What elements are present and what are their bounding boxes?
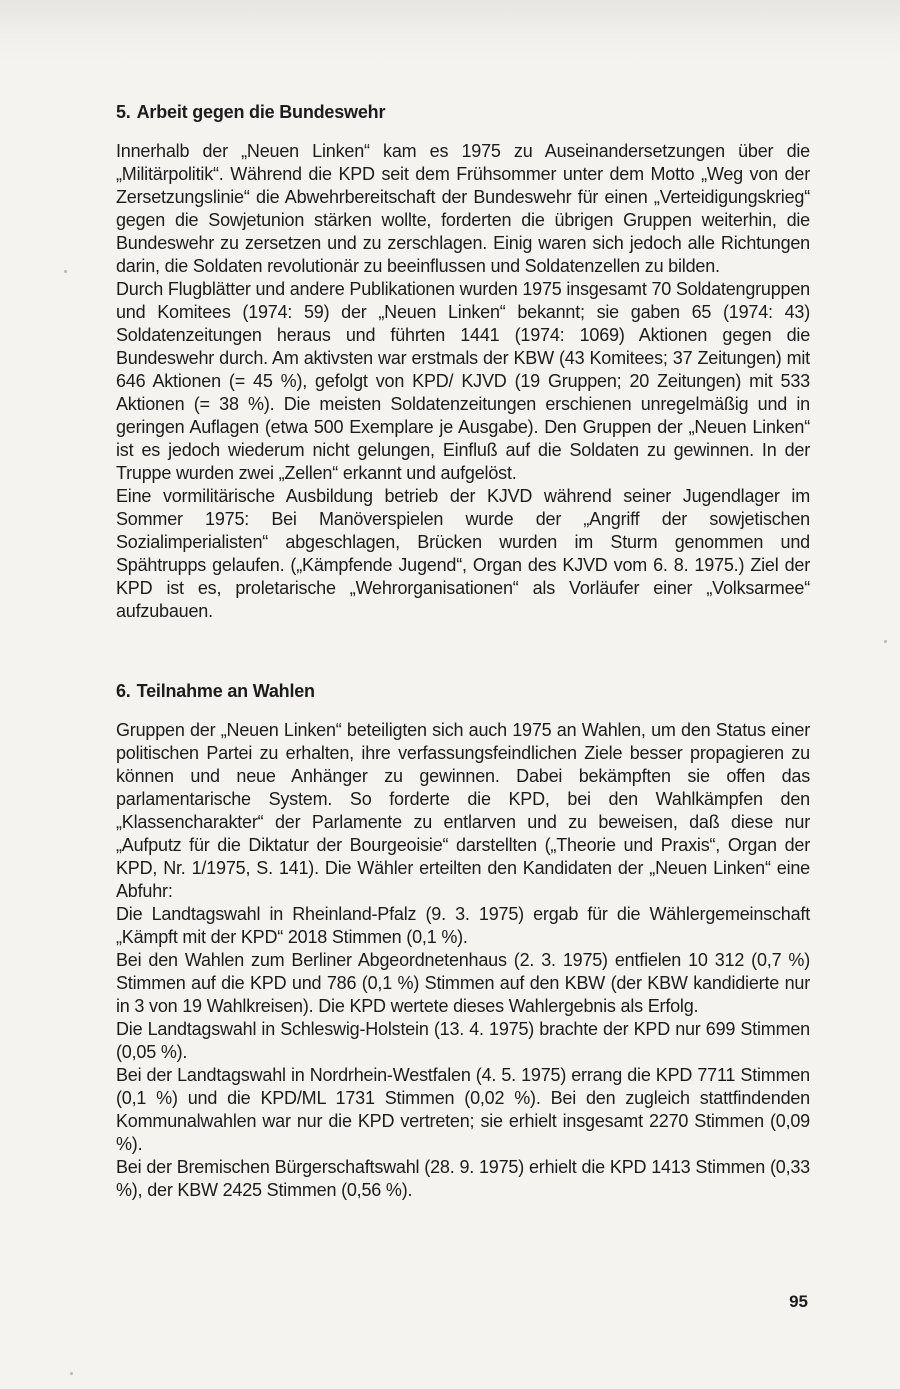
paragraph: Bei den Wahlen zum Berliner Abgeordnetenhaus (2. 3. 1975) entfielen 10 312 (0,7 %) Stimmen auf die KPD und 786 (0,1 %) Stimmen auf den KBW (der KBW kandidierte nur in 3 von 19 Wahlkreisen). Die KPD wertete dieses Wahlergebnis als Erfolg. [116,950,810,1016]
scan-speck [70,1372,73,1375]
section-title: Teilnahme an Wahlen [136,681,315,701]
section-number: 5. [116,102,131,122]
section-heading [116,679,810,703]
section-heading [116,100,810,124]
paragraph: Innerhalb der „Neuen Linken“ kam es 1975 zu Auseinandersetzungen über die „Militärpolitik“. Während die KPD seit dem Frühsommer unter dem Motto „Weg von der Zersetzungslinie“ die Abwehrbereitschaft der Bundeswehr für einen „Verteidigungskrieg“ gegen die Sowjetunion stärken wollte, forderten die übrigen Gruppen weiterhin, die Bundeswehr zu zersetzen und zu zerschlagen. Einig waren sich jedoch alle Richtungen darin, die Soldaten revolutionär zu beeinflussen und Soldatenzellen zu bilden. [116,141,810,276]
paragraph: Gruppen der „Neuen Linken“ beteiligten sich auch 1975 an Wahlen, um den Status einer politischen Partei zu erhalten, ihre verfassungsfeindlichen Ziele besser propagieren zu können und neue Anhänger zu gewinnen. Dabei bekämpften sie offen das parlamentarische System. So forderte die KPD, bei den Wahlkämpfen den „Klassencharakter“ der Parlamente zu entlarven und zu beweisen, daß diese nur „Aufputz für die Diktatur der Bourgeoisie“ darstellten („Theorie und Praxis“, Organ der KPD, Nr. 1/1975, S. 141). Die Wähler erteilten den Kandidaten der „Neuen Linken“ eine Abfuhr: [116,720,810,901]
paragraph: Die Landtagswahl in Rheinland-Pfalz (9. 3. 1975) ergab für die Wählergemeinschaft „Kämpft mit der KPD“ 2018 Stimmen (0,1 %). [116,904,810,947]
paragraph: Durch Flugblätter und andere Publikationen wurden 1975 insgesamt 70 Soldatengruppen und Komitees (1974: 59) der „Neuen Linken“ bekannt; sie gaben 65 (1974: 43) Soldatenzeitungen heraus und führten 1441 (1974: 1069) Aktionen gegen die Bundeswehr durch. Am aktivsten war erstmals der KBW (43 Komitees; 37 Zeitungen) mit 646 Aktionen (= 45 %), gefolgt von KPD/ KJVD (19 Gruppen; 20 Zeitungen) mit 533 Aktionen (= 38 %). Die meisten Soldatenzeitungen erschienen unregelmäßig und in geringen Auflagen (etwa 500 Exemplare je Ausgabe). Den Gruppen der „Neuen Linken“ ist es jedoch wiederum nicht gelungen, Einfluß auf die Soldaten zu gewinnen. In der Truppe wurden zwei „Zellen“ erkannt und aufgelöst. [116,279,810,483]
paragraph: Bei der Landtagswahl in Nordrhein-Westfalen (4. 5. 1975) errang die KPD 7711 Stimmen (0,1 %) und die KPD/ML 1731 Stimmen (0,02 %). Bei den zugleich stattfindenden Kommunalwahlen war nur die KPD vertreten; sie erhielt insgesamt 2270 Stimmen (0,09 %). [116,1065,810,1154]
scan-speck [64,270,67,273]
section-number: 6. [116,681,131,701]
section-title: Arbeit gegen die Bundeswehr [136,102,386,122]
paragraph: Eine vormilitärische Ausbildung betrieb der KJVD während seiner Jugendlager im Sommer 1975: Bei Manöverspielen wurde der „Angriff der sowjetischen Sozialimperialisten“ abgeschlagen, Brücken wurden im Sturm genommen und Spähtrupps gelaufen. („Kämpfende Jugend“, Organ des KJVD vom 6. 8. 1975.) Ziel der KPD ist es, proletarische „Wehrorganisationen“ als Vorläufer einer „Volksarmee“ aufzubauen. [116,486,810,621]
section-gap [116,623,810,679]
paragraph: Bei der Bremischen Bürgerschaftswahl (28. 9. 1975) erhielt die KPD 1413 Stimmen (0,33 %), der KBW 2425 Stimmen (0,56 %). [116,1157,810,1200]
scan-shading [0,0,900,60]
page-number: 95 [789,1292,808,1311]
page-content [116,100,810,1202]
scan-speck [884,640,887,643]
paragraph: Die Landtagswahl in Schleswig-Holstein (13. 4. 1975) brachte der KPD nur 699 Stimmen (0,05 %). [116,1019,810,1062]
